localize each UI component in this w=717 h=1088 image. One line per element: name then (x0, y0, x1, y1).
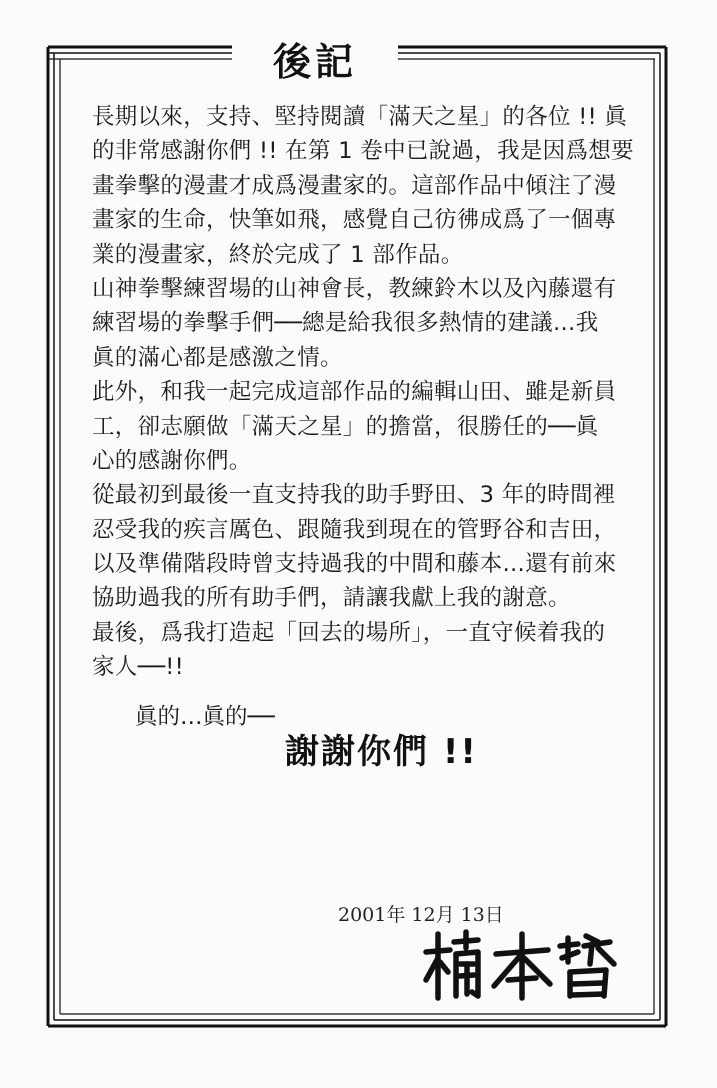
text-line: 眞的滿心都是感激之情。 (92, 344, 343, 371)
text-line: 練習場的拳擊手們──總是給我很多熱情的建議…我 (92, 310, 599, 337)
text-line: 此外，和我一起完成這部作品的編輯山田、雖是新員 (92, 379, 617, 406)
text-line: 忍受我的疾言厲色、跟隨我到現在的管野谷和吉田， (92, 516, 617, 543)
text-line: 心的感謝你們。 (92, 447, 252, 474)
text-line: 從最初到最後一直支持我的助手野田、3 年的時間裡 (92, 482, 616, 509)
text-line: 山神拳擊練習場的山神會長，教練鈴木以及內藤還有 (92, 275, 617, 302)
text-line: 畫家的生命，快筆如飛，感覺自己彷彿成爲了一個專 (92, 207, 617, 234)
text-line: 長期以來，支持、堅持閱讀「滿天之星」的各位 !! 眞 (92, 104, 628, 130)
afterword-body (92, 100, 634, 685)
closing-line: 眞的…眞的── (135, 704, 275, 730)
handwritten-signature (420, 928, 620, 1004)
text-line: 業的漫畫家，終於完成了 1 部作品。 (92, 241, 464, 268)
text-line: 以及準備階段時曾支持過我的中間和藤本…還有前來 (92, 551, 617, 578)
thanks-heading: 謝謝你們 !! (285, 732, 478, 772)
text-line: 家人──!! (92, 654, 184, 681)
text-line: 工，卻志願做「滿天之星」的擔當，很勝任的──眞 (92, 413, 599, 440)
text-line: 畫拳擊的漫畫才成爲漫畫家的。這部作品中傾注了漫 (92, 172, 617, 199)
date-stamp: 2001年 12月 13日 (338, 904, 504, 926)
text-line: 最後，爲我打造起「回去的場所」，一直守候着我的 (92, 619, 606, 646)
text-line: 的非常感謝你們 !! 在第 1 卷中已說過，我是因爲想要 (92, 138, 634, 165)
page-title: 後記 (272, 40, 357, 84)
text-line: 協助過我的所有助手們，請讓我獻上我的謝意。 (92, 585, 571, 612)
